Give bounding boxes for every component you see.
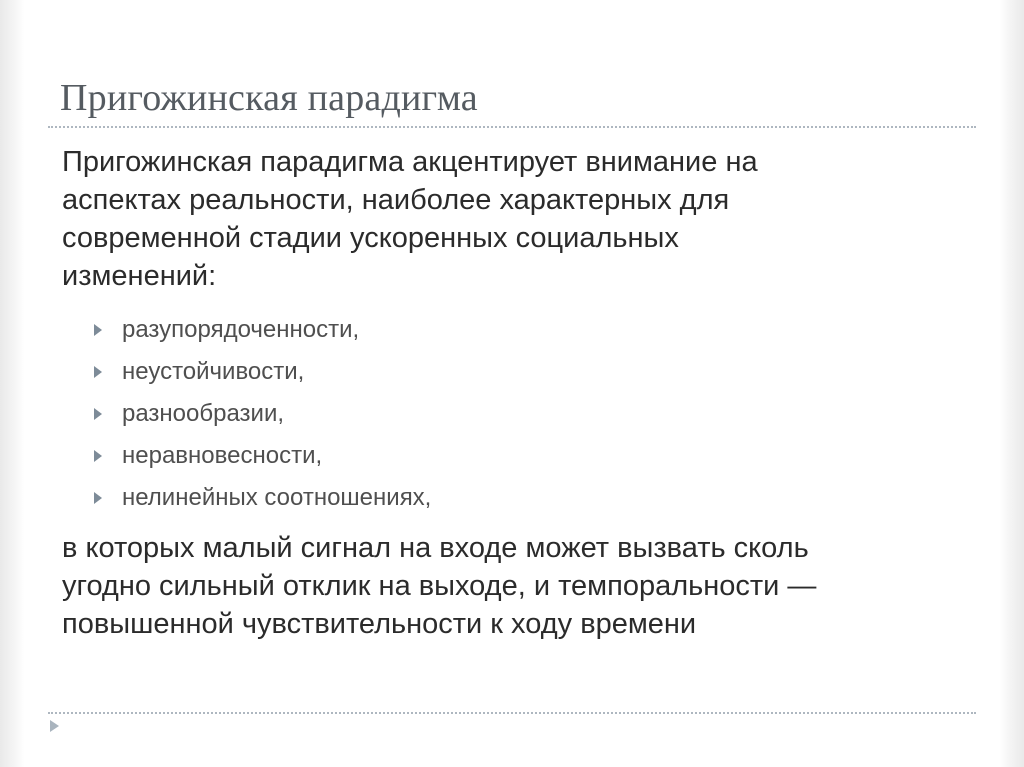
intro-line: Пригожинская парадигма акцентирует внимание на [62,146,758,178]
bullet-label: неустойчивости, [122,358,305,385]
slide-frame-left [0,0,24,767]
bullet-label: неравновесности, [122,442,323,469]
outro-line: повышенной чувствительности к ходу времени [62,608,697,640]
intro-line: изменений: [62,260,217,292]
triangle-right-icon [94,408,102,420]
intro-paragraph [62,143,962,295]
triangle-right-icon [50,720,59,732]
title-divider [48,126,976,128]
outro-line: угодно сильный отклик на выходе, и темпоральности — [62,570,817,602]
outro-paragraph [62,529,962,643]
slide-title: Пригожинская парадигма [60,77,478,119]
bullet-item [62,435,962,477]
triangle-right-icon [94,366,102,378]
triangle-right-icon [94,492,102,504]
footer-divider [48,712,976,714]
slide-frame-right [1000,0,1024,767]
bullet-label: разупорядоченности, [122,316,360,343]
bullet-list [62,309,962,519]
triangle-right-icon [94,450,102,462]
bullet-label: нелинейных соотношениях, [122,484,432,511]
bullet-item [62,393,962,435]
outro-line: в которых малый сигнал на входе может вызвать сколь [62,532,809,564]
bullet-item [62,351,962,393]
triangle-right-icon [94,324,102,336]
intro-line: аспектах реальности, наиболее характерных для [62,184,730,216]
bullet-item [62,309,962,351]
slide-body [62,143,962,643]
bullet-label: разнообразии, [122,400,285,427]
intro-line: современной стадии ускоренных социальных [62,222,679,254]
bullet-item [62,477,962,519]
